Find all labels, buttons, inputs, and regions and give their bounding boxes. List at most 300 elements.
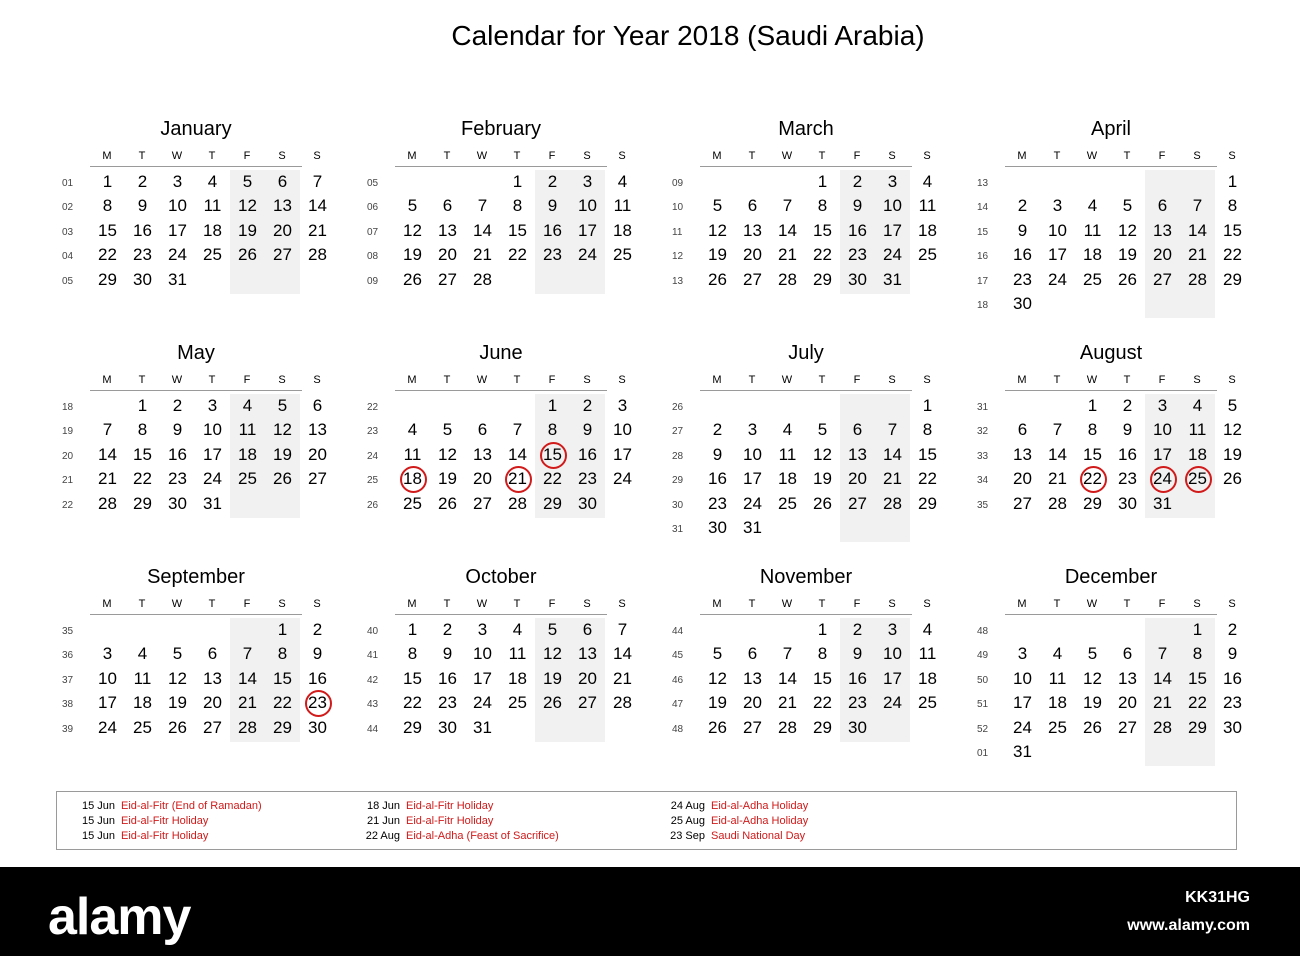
day-cell: 30 bbox=[708, 518, 727, 537]
holiday-day: 21 bbox=[500, 469, 535, 489]
day-cell: 14 bbox=[613, 644, 632, 664]
week-number: 01 bbox=[977, 748, 989, 759]
day-cell: 6 bbox=[207, 644, 218, 664]
day-cell: 27 bbox=[1118, 717, 1137, 737]
day-cell: 3 bbox=[887, 172, 898, 191]
day-cell: 13 bbox=[848, 444, 867, 464]
day-cell: 29 bbox=[813, 269, 832, 289]
day-cell: 28 bbox=[473, 269, 492, 289]
day-cell: 22 bbox=[543, 469, 562, 489]
day-cell: 24 bbox=[203, 469, 222, 489]
day-cell: 29 bbox=[813, 717, 832, 737]
day-cell: 27 bbox=[203, 717, 222, 737]
weekday-label: M bbox=[407, 598, 417, 610]
day-cell: 4 bbox=[207, 172, 218, 191]
weekday-label: F bbox=[243, 598, 251, 610]
day-cell: 16 bbox=[708, 469, 727, 489]
day-cell: 29 bbox=[543, 493, 562, 513]
day-cell: 21 bbox=[778, 693, 797, 713]
day-cell: 14 bbox=[473, 220, 492, 240]
weekday-label: M bbox=[407, 150, 417, 162]
day-cell: 20 bbox=[743, 245, 762, 265]
day-cell: 11 bbox=[1048, 668, 1067, 688]
day-cell: 6 bbox=[477, 420, 488, 440]
day-cell: 13 bbox=[203, 668, 222, 688]
weekday-label: M bbox=[1017, 150, 1027, 162]
day-cell: 9 bbox=[852, 644, 863, 664]
week-number: 37 bbox=[62, 674, 74, 686]
weekday-label: S bbox=[1193, 150, 1201, 162]
day-cell: 15 bbox=[813, 668, 832, 688]
week-number: 33 bbox=[977, 450, 989, 462]
day-cell: 9 bbox=[312, 644, 323, 664]
day-cell: 23 bbox=[1223, 693, 1242, 713]
day-cell: 1 bbox=[1087, 396, 1098, 415]
day-cell: 20 bbox=[1153, 245, 1172, 265]
day-cell: 17 bbox=[578, 220, 597, 240]
weekday-header bbox=[395, 374, 626, 391]
holiday-day: 18 bbox=[395, 469, 430, 489]
day-cell: 20 bbox=[578, 668, 597, 688]
weekday-label: T bbox=[513, 598, 521, 610]
week-number: 13 bbox=[672, 275, 684, 287]
weekday-label: M bbox=[102, 598, 112, 610]
weekday-label: M bbox=[102, 374, 112, 386]
day-cell: 1 bbox=[407, 620, 418, 639]
day-cell: 21 bbox=[613, 668, 632, 688]
day-cell: 3 bbox=[477, 620, 488, 639]
day-cell: 7 bbox=[1192, 196, 1203, 216]
day-cell: 6 bbox=[747, 644, 758, 664]
month-name: May bbox=[177, 342, 215, 364]
day-cell: 11 bbox=[778, 444, 797, 464]
day-cell: 22 bbox=[1223, 245, 1242, 265]
weekday-label: T bbox=[138, 150, 146, 162]
weekday-label: W bbox=[781, 374, 793, 386]
weekday-label: S bbox=[1228, 598, 1236, 610]
weekday-header bbox=[1005, 598, 1236, 615]
day-cell: 23 bbox=[133, 245, 152, 265]
day-cell: 30 bbox=[1118, 493, 1137, 513]
month-september bbox=[52, 566, 327, 766]
holiday-name: Eid-al-Fitr Holiday bbox=[406, 815, 494, 827]
day-cell: 10 bbox=[743, 444, 762, 464]
day-cell: 18 bbox=[918, 668, 937, 688]
day-cell: 5 bbox=[1227, 396, 1238, 415]
holiday-name: Eid-al-Adha (Feast of Sacrifice) bbox=[406, 830, 559, 842]
day-cell: 25 bbox=[1048, 717, 1067, 737]
day-cell: 22 bbox=[133, 469, 152, 489]
month-name: January bbox=[160, 118, 232, 140]
day-cell: 23 bbox=[168, 469, 187, 489]
day-cell: 3 bbox=[617, 396, 628, 415]
week-number: 09 bbox=[672, 178, 684, 189]
day-cell: 25 bbox=[403, 493, 422, 513]
day-cell: 11 bbox=[403, 444, 422, 464]
day-cell: 25 bbox=[778, 493, 797, 513]
day-cell: 6 bbox=[582, 620, 593, 639]
day-cell: 1 bbox=[922, 396, 933, 415]
week-number: 11 bbox=[672, 226, 683, 238]
weekday-label: W bbox=[476, 598, 488, 610]
day-cell: 29 bbox=[403, 717, 422, 737]
day-cell: 22 bbox=[813, 693, 832, 713]
day-cell: 7 bbox=[782, 644, 793, 664]
weekday-label: F bbox=[1158, 374, 1166, 386]
week-number: 30 bbox=[672, 499, 684, 511]
week-number: 09 bbox=[367, 275, 379, 287]
day-cell: 15 bbox=[403, 668, 422, 688]
page-title: Calendar for Year 2018 (Saudi Arabia) bbox=[451, 20, 925, 51]
day-cell: 25 bbox=[613, 245, 632, 265]
day-cell: 14 bbox=[1048, 444, 1067, 464]
day-cell: 7 bbox=[242, 644, 253, 664]
image-id: KK31HG bbox=[1185, 889, 1250, 906]
day-cell: 13 bbox=[308, 420, 327, 440]
weekday-label: W bbox=[171, 374, 183, 386]
day-cell: 9 bbox=[852, 196, 863, 216]
weekday-header bbox=[395, 150, 626, 167]
week-number: 51 bbox=[977, 699, 989, 711]
day-cell: 16 bbox=[848, 220, 867, 240]
day-cell: 26 bbox=[708, 717, 727, 737]
day-cell: 26 bbox=[1118, 269, 1137, 289]
week-number: 17 bbox=[977, 275, 989, 287]
week-number: 01 bbox=[62, 178, 74, 189]
day-cell: 29 bbox=[133, 493, 152, 513]
day-cell: 12 bbox=[813, 444, 832, 464]
day-cell: 2 bbox=[442, 620, 453, 639]
day-cell: 7 bbox=[1157, 644, 1168, 664]
day-cell: 27 bbox=[1013, 493, 1032, 513]
month-june bbox=[357, 342, 632, 542]
week-number: 45 bbox=[672, 650, 684, 662]
day-cell: 10 bbox=[883, 644, 902, 664]
day-cell: 6 bbox=[1017, 420, 1028, 440]
day-cell: 6 bbox=[277, 172, 288, 191]
weekday-label: W bbox=[1086, 150, 1098, 162]
week-number: 49 bbox=[977, 650, 989, 662]
day-cell: 20 bbox=[473, 469, 492, 489]
day-cell: 31 bbox=[203, 493, 222, 513]
day-cell: 31 bbox=[473, 717, 492, 737]
weekday-label: W bbox=[781, 150, 793, 162]
day-cell: 15 bbox=[1083, 444, 1102, 464]
week-number: 29 bbox=[672, 475, 684, 487]
day-cell: 20 bbox=[1118, 693, 1137, 713]
day-cell: 3 bbox=[1157, 396, 1168, 415]
week-number: 27 bbox=[672, 426, 684, 438]
holiday-name: Eid-al-Fitr Holiday bbox=[121, 815, 209, 827]
weekday-label: T bbox=[138, 374, 146, 386]
holiday-date: 24 Aug bbox=[670, 800, 705, 812]
day-cell: 11 bbox=[918, 644, 937, 664]
weekday-label: W bbox=[476, 150, 488, 162]
weekday-header bbox=[90, 150, 321, 167]
day-cell: 25 bbox=[1083, 269, 1102, 289]
day-cell: 13 bbox=[1118, 668, 1137, 688]
day-cell: 12 bbox=[543, 644, 562, 664]
day-cell: 4 bbox=[1192, 396, 1203, 415]
day-cell: 18 bbox=[508, 668, 527, 688]
day-cell: 9 bbox=[582, 420, 593, 440]
weekday-label: F bbox=[853, 374, 861, 386]
day-cell: 9 bbox=[442, 644, 453, 664]
month-march bbox=[662, 118, 937, 318]
day-cell: 10 bbox=[168, 196, 187, 216]
weekday-label: S bbox=[278, 598, 286, 610]
day-cell: 8 bbox=[137, 420, 148, 440]
day-cell: 20 bbox=[308, 444, 327, 464]
weekday-label: S bbox=[618, 598, 626, 610]
day-cell: 1 bbox=[137, 396, 148, 415]
holiday-name: Eid-al-Fitr (End of Ramadan) bbox=[121, 800, 262, 812]
day-cell: 13 bbox=[438, 220, 457, 240]
day-cell: 9 bbox=[1017, 220, 1028, 240]
month-december bbox=[967, 566, 1242, 766]
day-cell: 8 bbox=[1087, 420, 1098, 440]
day-cell: 24 bbox=[578, 245, 597, 265]
weekday-label: F bbox=[1158, 598, 1166, 610]
holiday-name: Eid-al-Fitr Holiday bbox=[406, 800, 494, 812]
weekday-label: S bbox=[1228, 150, 1236, 162]
day-cell: 4 bbox=[242, 396, 253, 415]
weekday-label: T bbox=[443, 150, 451, 162]
day-cell: 17 bbox=[98, 693, 117, 713]
day-cell: 21 bbox=[308, 220, 327, 240]
day-cell: 6 bbox=[747, 196, 758, 216]
day-cell: 6 bbox=[442, 196, 453, 216]
day-cell: 24 bbox=[613, 469, 632, 489]
week-number: 23 bbox=[367, 426, 379, 438]
day-cell: 22 bbox=[1188, 693, 1207, 713]
weekday-header bbox=[395, 598, 626, 615]
day-cell: 26 bbox=[813, 493, 832, 513]
day-cell: 2 bbox=[712, 420, 723, 440]
day-cell: 20 bbox=[273, 220, 292, 240]
week-number: 44 bbox=[672, 626, 684, 637]
weekend-shade bbox=[1180, 618, 1215, 766]
month-february bbox=[357, 118, 632, 318]
day-cell: 10 bbox=[578, 196, 597, 216]
weekday-label: F bbox=[243, 150, 251, 162]
holiday-date: 18 Jun bbox=[366, 800, 400, 812]
day-cell: 10 bbox=[473, 644, 492, 664]
week-number: 21 bbox=[62, 475, 74, 487]
day-cell: 25 bbox=[918, 245, 937, 265]
day-cell: 11 bbox=[203, 196, 222, 216]
day-cell: 31 bbox=[168, 269, 187, 289]
day-cell: 2 bbox=[1017, 196, 1028, 216]
holiday-legend bbox=[56, 791, 1237, 850]
day-cell: 23 bbox=[1118, 469, 1137, 489]
day-cell: 7 bbox=[512, 420, 523, 440]
day-cell: 16 bbox=[848, 668, 867, 688]
week-number: 34 bbox=[977, 475, 989, 487]
weekday-label: T bbox=[208, 374, 216, 386]
weekday-label: T bbox=[1123, 150, 1131, 162]
day-cell: 4 bbox=[1052, 644, 1063, 664]
day-cell: 3 bbox=[747, 420, 758, 440]
day-cell: 19 bbox=[1118, 245, 1137, 265]
day-cell: 15 bbox=[1223, 220, 1242, 240]
day-cell: 19 bbox=[813, 469, 832, 489]
weekday-label: S bbox=[618, 374, 626, 386]
day-cell: 18 bbox=[1188, 444, 1207, 464]
day-cell: 8 bbox=[407, 644, 418, 664]
day-cell: 3 bbox=[102, 644, 113, 664]
day-cell: 1 bbox=[817, 620, 828, 639]
day-cell: 30 bbox=[1013, 294, 1032, 313]
day-cell: 14 bbox=[1153, 668, 1172, 688]
week-number: 04 bbox=[62, 251, 74, 263]
week-number: 18 bbox=[62, 402, 74, 413]
week-number: 39 bbox=[62, 723, 74, 735]
day-cell: 8 bbox=[512, 196, 523, 216]
day-cell: 6 bbox=[312, 396, 323, 415]
week-number: 06 bbox=[367, 202, 379, 214]
day-cell: 19 bbox=[273, 444, 292, 464]
month-name: November bbox=[759, 566, 853, 588]
day-cell: 12 bbox=[238, 196, 257, 216]
weekend-shade bbox=[875, 394, 910, 542]
day-cell: 9 bbox=[1227, 644, 1238, 664]
day-cell: 22 bbox=[273, 693, 292, 713]
weekday-label: T bbox=[748, 598, 756, 610]
day-cell: 30 bbox=[308, 717, 327, 737]
day-cell: 2 bbox=[312, 620, 323, 639]
weekday-label: M bbox=[712, 374, 722, 386]
week-number: 02 bbox=[62, 202, 74, 214]
month-name: April bbox=[1090, 118, 1131, 140]
day-cell: 17 bbox=[473, 668, 492, 688]
day-cell: 2 bbox=[547, 172, 558, 191]
day-cell: 7 bbox=[102, 420, 113, 440]
weekday-label: F bbox=[548, 374, 556, 386]
weekday-label: T bbox=[443, 374, 451, 386]
weekday-label: S bbox=[888, 374, 896, 386]
week-number: 43 bbox=[367, 699, 379, 711]
day-cell: 1 bbox=[102, 172, 113, 191]
weekday-header bbox=[1005, 374, 1236, 391]
day-cell: 26 bbox=[168, 717, 187, 737]
day-cell: 13 bbox=[1153, 220, 1172, 240]
week-number: 31 bbox=[672, 524, 684, 535]
month-may bbox=[52, 342, 327, 542]
day-cell: 25 bbox=[508, 693, 527, 713]
weekday-label: M bbox=[1017, 374, 1027, 386]
weekend-shade bbox=[1145, 618, 1180, 766]
day-cell: 8 bbox=[1227, 196, 1238, 216]
day-cell: 9 bbox=[172, 420, 183, 440]
day-cell: 13 bbox=[273, 196, 292, 216]
day-cell: 16 bbox=[1118, 444, 1137, 464]
day-cell: 30 bbox=[848, 269, 867, 289]
week-number: 28 bbox=[672, 450, 684, 462]
day-cell: 5 bbox=[242, 172, 253, 191]
day-cell: 2 bbox=[852, 620, 863, 639]
day-cell: 14 bbox=[1188, 220, 1207, 240]
day-cell: 7 bbox=[1052, 420, 1063, 440]
day-cell: 10 bbox=[1013, 668, 1032, 688]
month-august bbox=[967, 342, 1242, 542]
day-cell: 1 bbox=[817, 172, 828, 191]
weekday-label: W bbox=[171, 598, 183, 610]
day-cell: 5 bbox=[817, 420, 828, 440]
day-cell: 2 bbox=[582, 396, 593, 415]
day-cell: 8 bbox=[547, 420, 558, 440]
day-cell: 29 bbox=[918, 493, 937, 513]
weekday-label: M bbox=[102, 150, 112, 162]
weekday-label: T bbox=[818, 150, 826, 162]
day-cell: 15 bbox=[813, 220, 832, 240]
day-cell: 14 bbox=[778, 220, 797, 240]
day-cell: 10 bbox=[613, 420, 632, 440]
week-number: 08 bbox=[367, 251, 379, 263]
week-number: 10 bbox=[672, 202, 684, 214]
day-cell: 23 bbox=[848, 693, 867, 713]
day-cell: 4 bbox=[922, 172, 933, 191]
day-cell: 24 bbox=[1048, 269, 1067, 289]
day-cell: 11 bbox=[613, 196, 632, 216]
weekday-header bbox=[90, 374, 321, 391]
day-cell: 17 bbox=[743, 469, 762, 489]
day-cell: 2 bbox=[852, 172, 863, 191]
holiday-date: 15 Jun bbox=[81, 800, 115, 812]
day-cell: 18 bbox=[238, 444, 257, 464]
weekday-label: S bbox=[923, 150, 931, 162]
day-cell: 27 bbox=[273, 245, 292, 265]
day-cell: 18 bbox=[1048, 693, 1067, 713]
day-cell: 23 bbox=[438, 693, 457, 713]
weekday-label: S bbox=[278, 150, 286, 162]
week-number: 07 bbox=[367, 226, 379, 238]
week-number: 24 bbox=[367, 450, 379, 462]
day-cell: 19 bbox=[438, 469, 457, 489]
weekday-label: S bbox=[313, 598, 321, 610]
day-cell: 16 bbox=[438, 668, 457, 688]
day-cell: 14 bbox=[238, 668, 257, 688]
weekday-label: F bbox=[853, 598, 861, 610]
day-cell: 16 bbox=[543, 220, 562, 240]
day-cell: 17 bbox=[1013, 693, 1032, 713]
holiday-name: Saudi National Day bbox=[711, 830, 806, 842]
weekday-label: F bbox=[548, 150, 556, 162]
day-cell: 27 bbox=[1153, 269, 1172, 289]
day-cell: 12 bbox=[403, 220, 422, 240]
week-number: 18 bbox=[977, 300, 989, 311]
weekday-label: T bbox=[1053, 374, 1061, 386]
weekday-label: S bbox=[888, 150, 896, 162]
day-cell: 18 bbox=[918, 220, 937, 240]
day-cell: 3 bbox=[172, 172, 183, 191]
day-cell: 4 bbox=[512, 620, 523, 639]
day-cell: 28 bbox=[883, 493, 902, 513]
day-cell: 15 bbox=[508, 220, 527, 240]
day-cell: 8 bbox=[1192, 644, 1203, 664]
day-cell: 18 bbox=[133, 693, 152, 713]
weekday-label: S bbox=[313, 150, 321, 162]
day-cell: 23 bbox=[1013, 269, 1032, 289]
month-april bbox=[967, 118, 1242, 318]
day-cell: 24 bbox=[98, 717, 117, 737]
week-number: 22 bbox=[62, 499, 74, 511]
weekday-label: T bbox=[513, 150, 521, 162]
day-cell: 31 bbox=[1153, 493, 1172, 513]
weekday-header bbox=[700, 598, 931, 615]
holiday-date: 15 Jun bbox=[81, 830, 115, 842]
day-cell: 12 bbox=[1223, 420, 1242, 440]
